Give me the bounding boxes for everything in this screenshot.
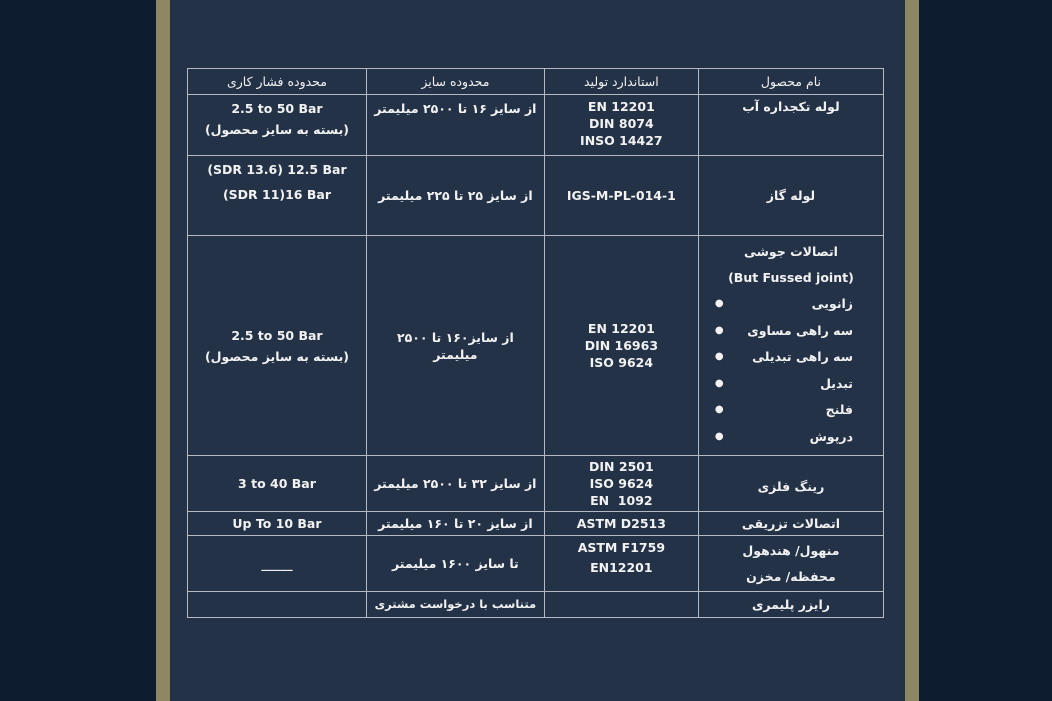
- standard-line: EN12201: [590, 560, 653, 575]
- size-cell: [366, 236, 544, 456]
- standard-line: ISO 9624: [589, 355, 654, 370]
- product-spec-table: [187, 68, 884, 618]
- product-name: منهول/ هندهول: [742, 542, 840, 558]
- standard-cell: [544, 156, 698, 236]
- header-product: نام محصول: [698, 69, 883, 95]
- pressure-note: (بسته به سایز محصول): [204, 348, 349, 364]
- list-item: [705, 424, 877, 451]
- header-standard: استاندارد تولید: [544, 69, 698, 95]
- product-cell: [698, 236, 883, 456]
- product-name: رایزر پلیمری: [751, 597, 830, 612]
- list-item: [705, 371, 877, 398]
- size-cell: [366, 156, 544, 236]
- header-pressure: محدوده فشار کاری: [188, 69, 367, 95]
- fitting-item-label: تبدیل: [820, 375, 853, 391]
- size-range: از سایز ۲۰ تا ۱۶۰ میلیمتر: [378, 516, 533, 531]
- product-cell: [698, 536, 883, 592]
- standard-line: EN 1092: [590, 493, 653, 508]
- right-gold-stripe: [905, 0, 919, 701]
- standard-line: EN 12201: [587, 99, 655, 114]
- standard-line: ASTM F1759: [577, 540, 666, 555]
- pressure-line: 2.5 to 50 Bar: [231, 327, 323, 343]
- bullet-icon: ●: [714, 404, 724, 415]
- product-cell: [698, 456, 883, 512]
- standard-line: DIN 2501: [589, 459, 654, 474]
- pressure-cell: [188, 536, 367, 592]
- standard-cell: [544, 236, 698, 456]
- list-item: [705, 397, 877, 424]
- pressure-placeholder: _____: [261, 556, 293, 571]
- standard-cell: [544, 536, 698, 592]
- pressure-line: 3 to 40 Bar: [238, 476, 316, 491]
- size-cell: [366, 95, 544, 156]
- standard-line: IGS-M-PL-014-1: [566, 188, 676, 203]
- table-row: [188, 95, 884, 156]
- fitting-item-label: سه راهی مساوی: [747, 322, 853, 338]
- pressure-line: Up To 10 Bar: [232, 516, 322, 531]
- bullet-icon: ●: [714, 298, 724, 309]
- table-row: [188, 512, 884, 536]
- left-gold-stripe: [156, 0, 170, 701]
- bullet-icon: ●: [714, 377, 724, 389]
- product-cell: [698, 512, 883, 536]
- product-name: اتصالات تزریقی: [741, 516, 841, 531]
- header-size: محدوده سایز: [366, 69, 544, 95]
- pressure-line: 2.5 to 50 Bar: [231, 101, 323, 116]
- pressure-cell: [188, 95, 367, 156]
- size-cell: [366, 536, 544, 592]
- standard-cell: [544, 592, 698, 618]
- size-cell: [366, 456, 544, 512]
- standard-line: DIN 8074: [589, 116, 654, 131]
- size-cell: [366, 512, 544, 536]
- product-subtitle: (But Fussed joint): [728, 270, 854, 285]
- product-cell: [698, 156, 883, 236]
- standard-line: INSO 14427: [580, 133, 663, 148]
- product-name: محفظه/ مخزن: [746, 568, 836, 584]
- table-row: [188, 156, 884, 236]
- product-name: رینگ فلزی: [757, 479, 825, 494]
- pressure-note: (بسته به سایز محصول): [204, 122, 349, 137]
- table-header-row: [188, 69, 884, 95]
- pressure-cell: [188, 456, 367, 512]
- size-range: از سایز ۲۵ تا ۲۲۵ میلیمتر: [378, 188, 533, 203]
- list-item: [705, 291, 877, 318]
- pressure-cell: [188, 236, 367, 456]
- standard-line: ISO 9624: [589, 476, 654, 491]
- pressure-line: (SDR 11)16 Bar: [222, 187, 331, 202]
- fitting-list: [705, 291, 877, 450]
- pressure-cell: [188, 156, 367, 236]
- size-range: از سایز ۱۶ تا ۲۵۰۰ میلیمتر: [374, 101, 537, 116]
- table-row: [188, 456, 884, 512]
- standard-line: DIN 16963: [584, 338, 659, 353]
- standard-line: ASTM D2513: [576, 516, 666, 531]
- product-name: لوله تکجداره آب: [742, 99, 840, 114]
- table-row: [188, 592, 884, 618]
- bullet-icon: ●: [714, 430, 724, 442]
- list-item: [705, 344, 877, 371]
- table-row: [188, 236, 884, 456]
- size-cell: [366, 592, 544, 618]
- bullet-icon: ●: [714, 351, 724, 362]
- standard-line: EN 12201: [587, 321, 655, 336]
- pressure-cell: [188, 592, 367, 618]
- product-cell: [698, 592, 883, 618]
- product-cell: [698, 95, 883, 156]
- size-range: از سایز۱۶۰ تا ۲۵۰۰ میلیمتر: [396, 329, 514, 362]
- fitting-item-label: زانویی: [811, 296, 853, 311]
- size-range: از سایز ۳۲ تا ۲۵۰۰ میلیمتر: [374, 476, 537, 491]
- table-row: [188, 536, 884, 592]
- size-range: تا سایز ۱۶۰۰ میلیمتر: [392, 556, 519, 571]
- standard-cell: [544, 512, 698, 536]
- pressure-line: (SDR 13.6) 12.5 Bar: [207, 162, 347, 177]
- pressure-cell: [188, 512, 367, 536]
- size-range: متناسب با درخواست مشتری: [374, 597, 537, 611]
- standard-cell: [544, 456, 698, 512]
- fitting-item-label: فلنج: [825, 402, 853, 417]
- product-name: اتصالات جوشی: [743, 244, 838, 259]
- fitting-item-label: درپوش: [809, 428, 853, 444]
- bullet-icon: ●: [714, 324, 724, 336]
- fitting-item-label: سه راهی تبدیلی: [752, 349, 853, 364]
- list-item: [705, 318, 877, 345]
- standard-cell: [544, 95, 698, 156]
- product-name: لوله گاز: [766, 188, 816, 203]
